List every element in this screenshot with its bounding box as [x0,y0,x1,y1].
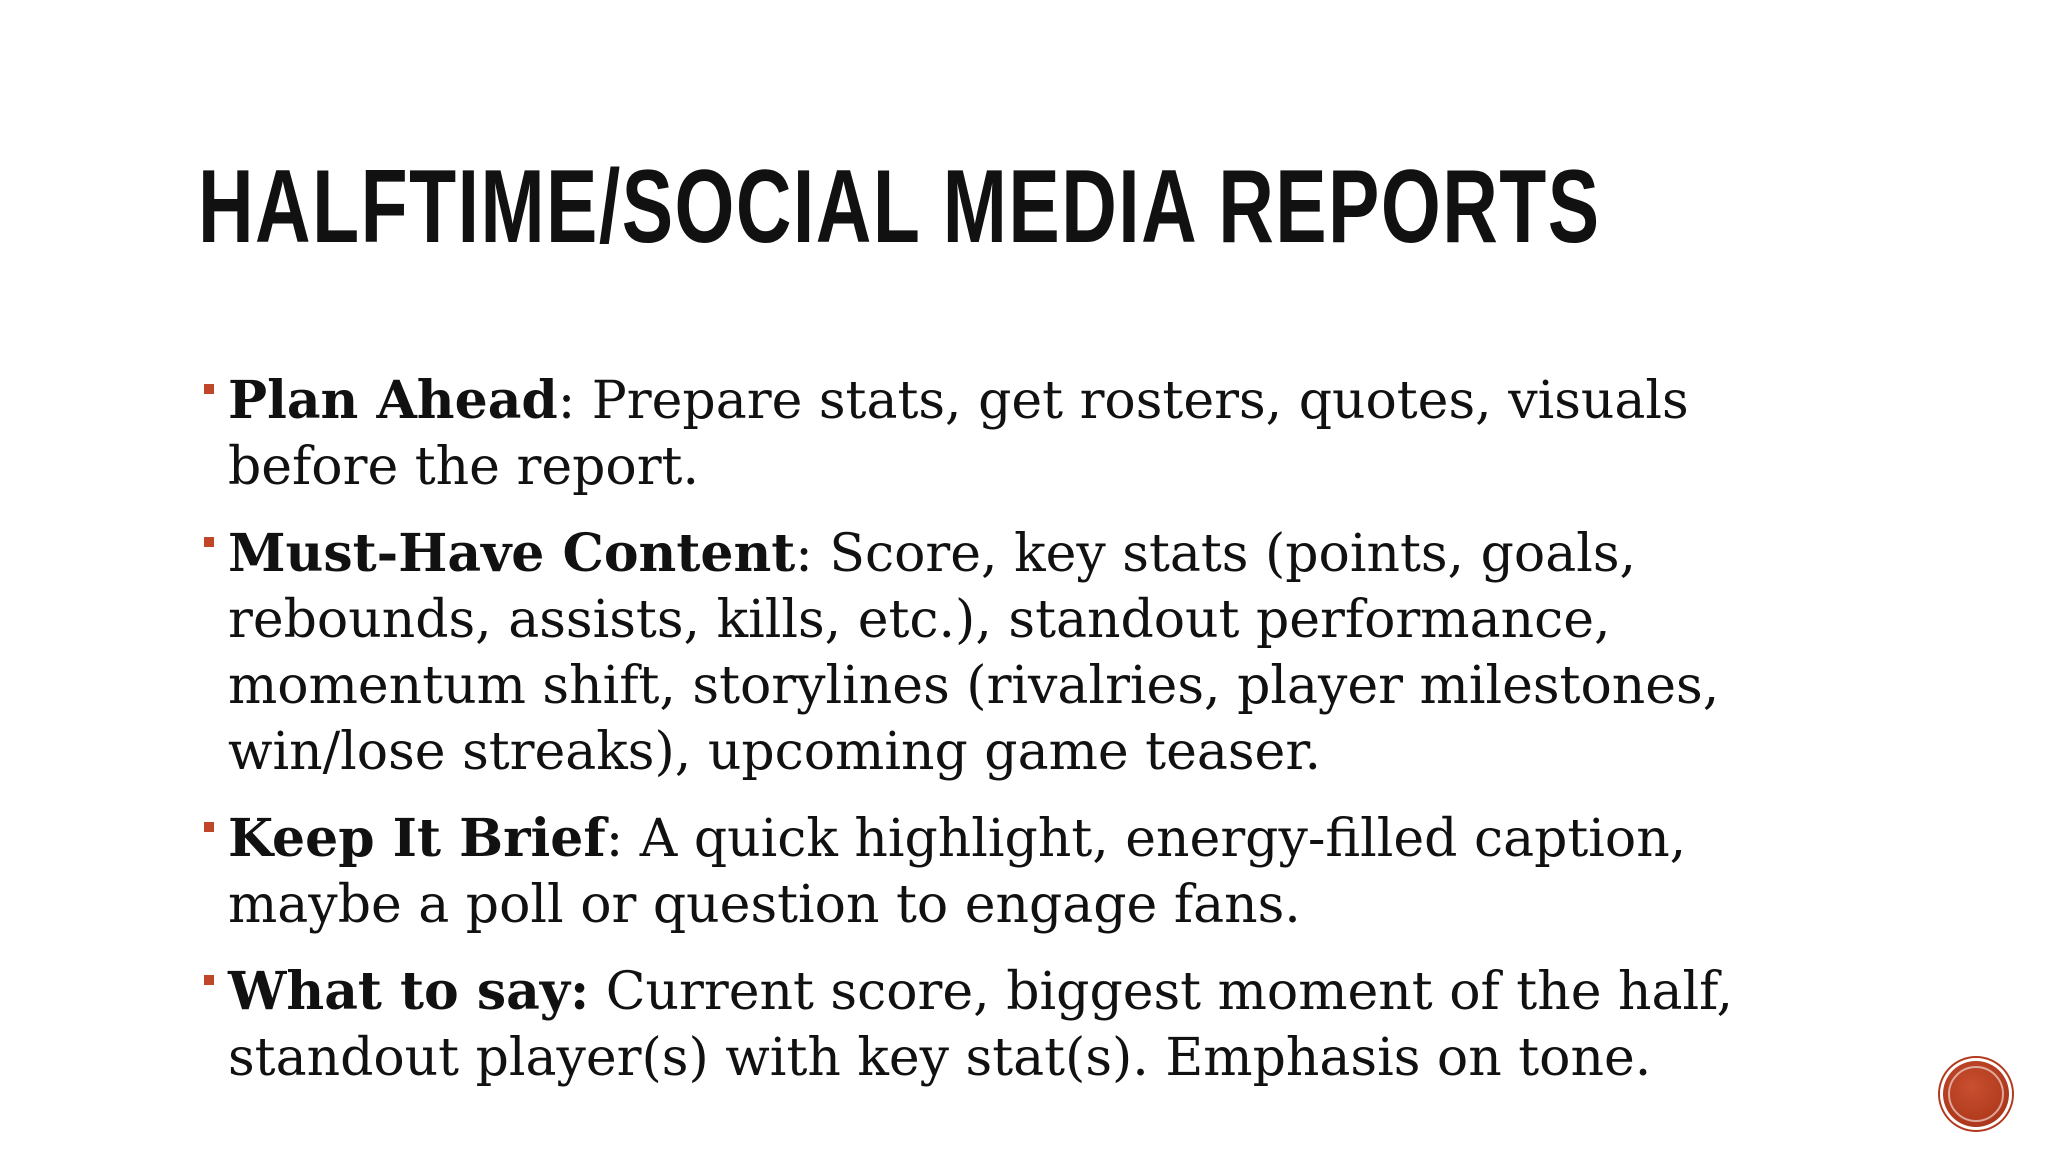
bullet-lead: Plan Ahead [228,370,558,431]
bullet-lead: What to say: [228,961,590,1022]
bullet-lead: Keep It Brief [228,808,606,869]
bullet-list [200,368,1840,1112]
bullet-lead: Must-Have Content [228,523,796,584]
bullet-item [200,959,1840,1091]
bullet-item [200,521,1840,785]
bullet-text: : Prepare stats, get rosters, quotes, visuals before the report. [228,371,1689,497]
circle-badge-icon [1940,1058,2012,1130]
slide-title: HALFTIME/SOCIAL MEDIA REPORTS [198,149,1601,265]
bullet-text: : A quick highlight, energy-filled caption, maybe a poll or question to engage fans. [228,809,1687,935]
square-bullet-icon [204,384,214,394]
square-bullet-icon [204,537,214,547]
square-bullet-icon [204,822,214,832]
square-bullet-icon [204,975,214,985]
bullet-text: : Score, key stats (points, goals, rebounds, assists, kills, etc.), standout performance, momentum shift, storylines (rivalries, player milestones, win/lose streaks), upcoming game teaser. [228,524,1720,782]
bullet-item [200,368,1840,500]
bullet-text: Current score, biggest moment of the half, standout player(s) with key stat(s). Emphasis on tone. [228,962,1734,1088]
bullet-item [200,806,1840,938]
